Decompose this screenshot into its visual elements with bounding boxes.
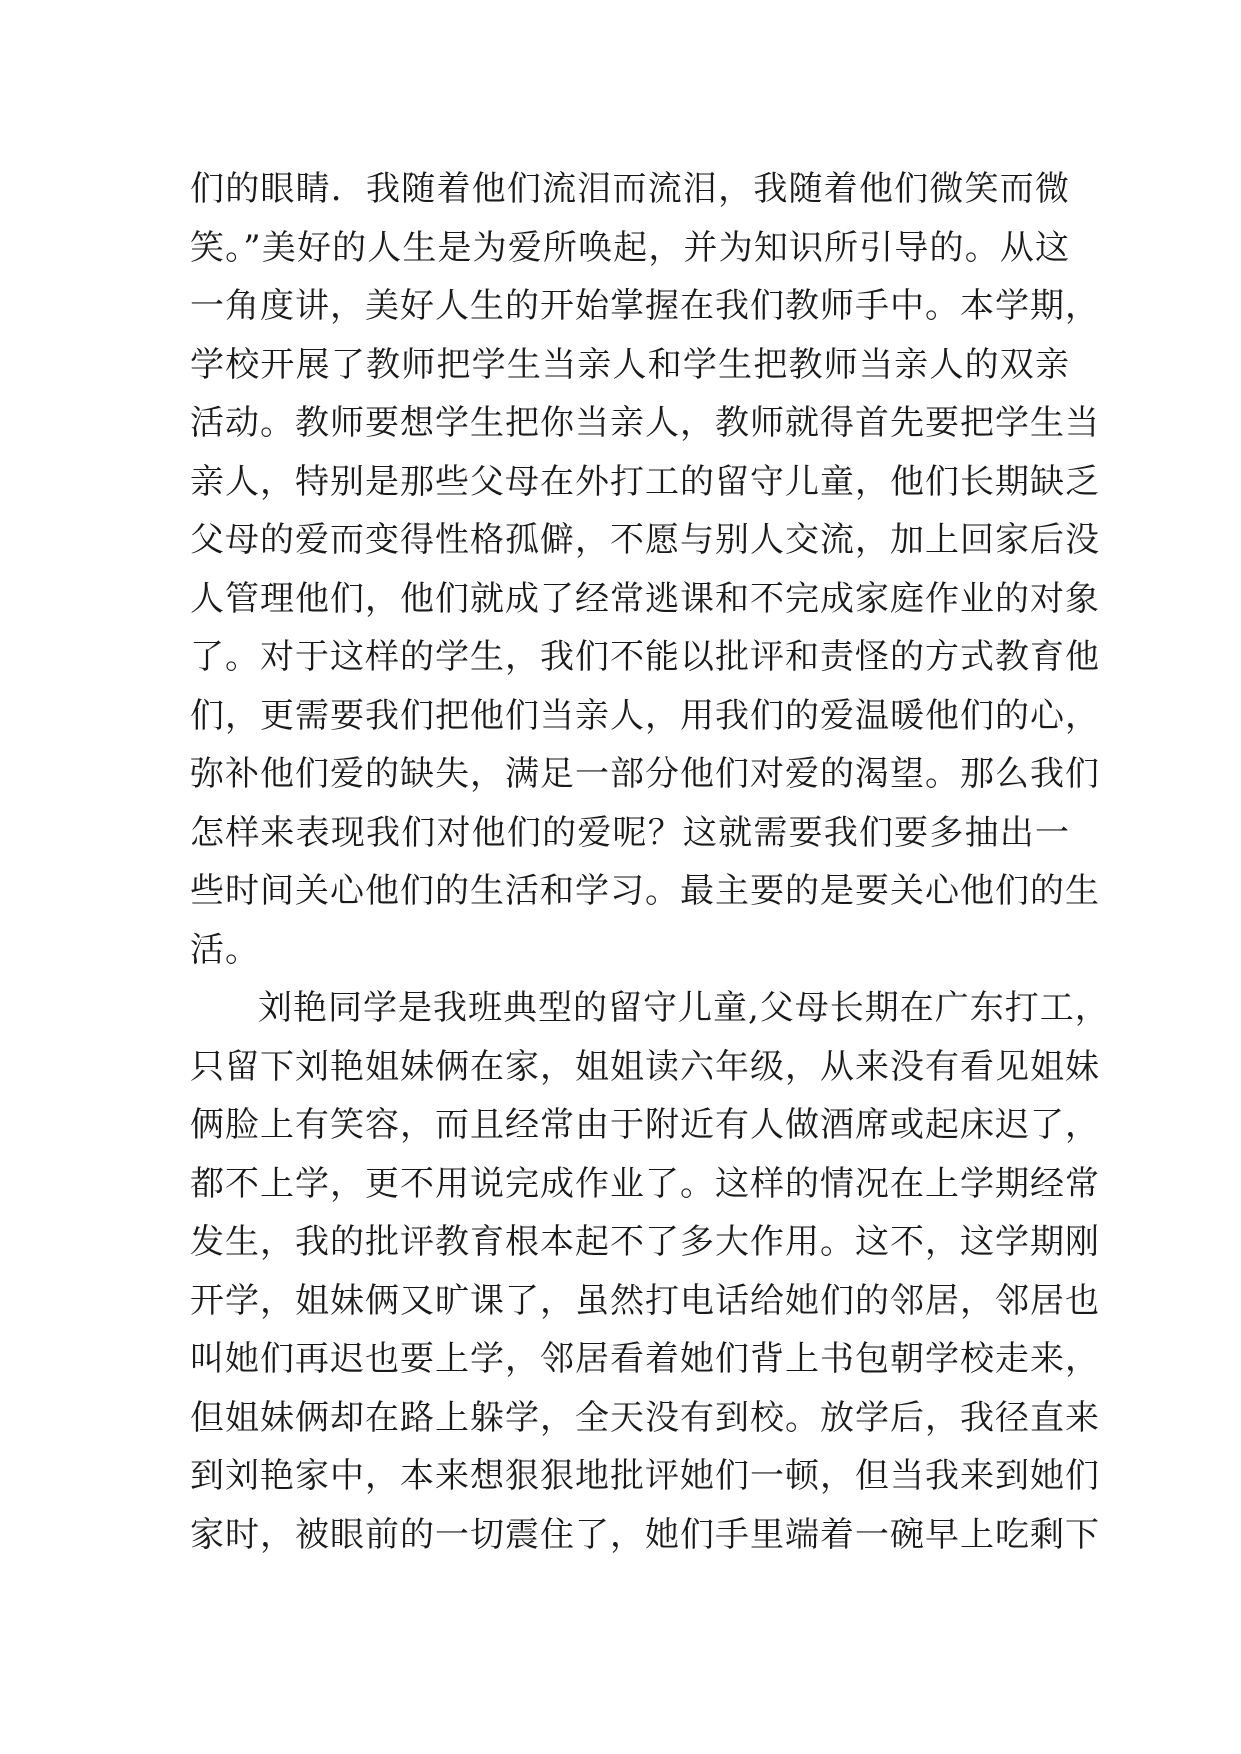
text-line: 怎样来表现我们对他们的爱呢？这就需要我们要多抽出一 (190, 812, 1070, 853)
text-line: 到刘艳家中，本来想狠狠地批评她们一顿，但当我来到她们 (190, 1456, 1100, 1496)
text-line: 们，更需要我们把他们当亲人，用我们的爱温暖他们的心， (190, 695, 1100, 736)
text-line: 们的眼睛．我随着他们流泪而流泪，我随着他们微笑而微 (190, 169, 1070, 209)
text-line: 亲人，特别是那些父母在外打工的留守儿童，他们长期缺乏 (190, 461, 1100, 502)
paragraph-1 (190, 160, 1100, 979)
text-line: 叫她们再迟也要上学，邻居看着她们背上书包朝学校走来， (190, 1339, 1100, 1379)
text-line: 人管理他们，他们就成了经常逃课和不完成家庭作业的对象 (190, 578, 1100, 619)
paragraph-2 (190, 979, 1110, 1564)
text-line: 发生，我的批评教育根本起不了多大作用。这不，这学期刚 (190, 1222, 1100, 1262)
text-line: 一角度讲，美好人生的开始掌握在我们教师手中。本学期， (190, 286, 1100, 326)
text-line: 只留下刘艳姐妹俩在家，姐姐读六年级，从来没有看见姐妹 (190, 1046, 1100, 1087)
text-line: 刘艳同学是我班典型的留守儿童,父母长期在广东打工， (258, 988, 1110, 1028)
text-line: 但姐妹俩却在路上躲学，全天没有到校。放学后，我径直来 (190, 1397, 1100, 1438)
text-line: 都不上学，更不用说完成作业了。这样的情况在上学期经常 (190, 1163, 1100, 1204)
text-line: 学校开展了教师把学生当亲人和学生把教师当亲人的双亲 (190, 344, 1070, 385)
text-line: 了。对于这样的学生，我们不能以批评和责怪的方式教育他 (190, 637, 1100, 677)
text-line: 活。 (190, 929, 260, 970)
text-line: 家时，被眼前的一切震住了，她们手里端着一碗早上吃剩下 (190, 1514, 1100, 1555)
body-text (190, 160, 1110, 1564)
text-line: 开学，姐妹俩又旷课了，虽然打电话给她们的邻居，邻居也 (190, 1280, 1100, 1321)
text-line: 些时间关心他们的生活和学习。最主要的是要关心他们的生 (190, 871, 1100, 911)
text-line: 笑。”美好的人生是为爱所唤起，并为知识所引导的。从这 (190, 227, 1070, 268)
text-line: 俩脸上有笑容，而且经常由于附近有人做酒席或起床迟了， (190, 1105, 1100, 1145)
text-line: 活动。教师要想学生把你当亲人，教师就得首先要把学生当 (190, 403, 1100, 443)
text-line: 父母的爱而变得性格孤僻，不愿与别人交流，加上回家后没 (190, 520, 1100, 560)
text-line: 弥补他们爱的缺失，满足一部分他们对爱的渴望。那么我们 (190, 754, 1100, 794)
